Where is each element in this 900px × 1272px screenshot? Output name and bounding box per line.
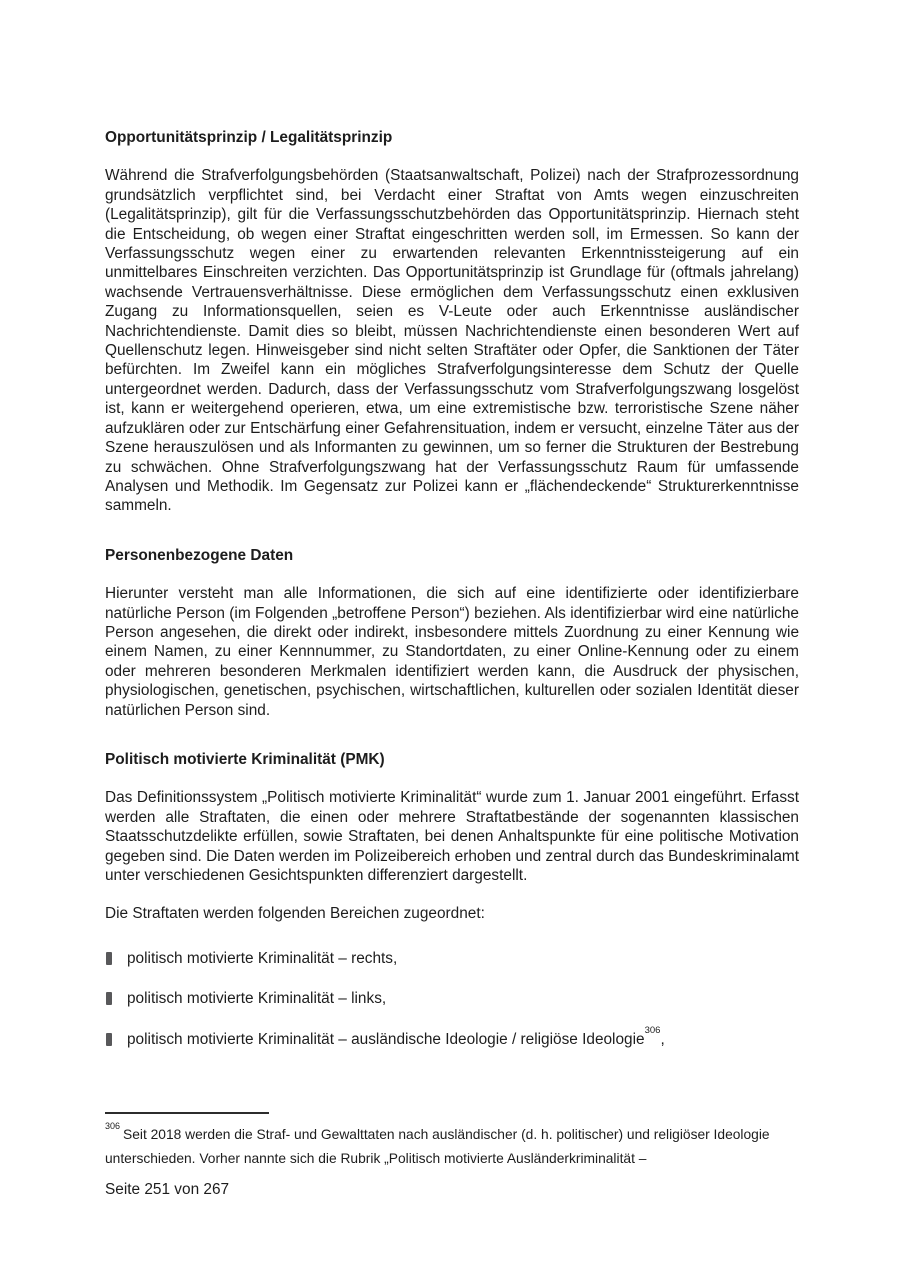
list-item-text: politisch motivierte Kriminalität – links, [127,990,387,1008]
list-bullet-icon [106,952,112,965]
footnote-separator-rule [105,1112,269,1114]
list-item-text: politisch motivierte Kriminalität – ausländische Ideologie / religiöse Ideologie$^{306}$, [127,1024,665,1048]
footnote-text [105,1123,799,1171]
list-item [105,949,799,968]
footnote-body: Seit 2018 werden die Straf- und Gewalttaten nach ausländischer (d. h. politischer) und religiöser Ideologie unterschieden. Vorher nannte sich die Rubrik „Politisch motivierte Ausländerkriminalität – [105,1127,770,1166]
section-pmk [105,750,799,1049]
footnote-marker: 306 [105,1121,121,1132]
list-bullet-icon [106,1033,112,1046]
footnote-reference: 306 [644,1024,661,1036]
list-intro: Die Straftaten werden folgenden Bereichen zugeordnet: [105,905,485,923]
page-content [105,128,799,1070]
section-heading: Personenbezogene Daten [105,546,294,564]
pmk-category-list [105,949,799,1049]
section-opportunitaetsprinzip [105,128,799,516]
section-paragraph: Während die Strafverfolgungsbehörden (Staatsanwaltschaft, Polizei) nach der Strafprozessordnung grundsätzlich verpflichtet sind, bei Verdacht einer Straftat von Amts wegen einzuschreiten (Legalitätsprinzip), gilt für die Verfassungsschutzbehörden das Opportunitätsprinzip. Hiernach steht die Entscheidung, ob wegen einer Straftat eingeschritten werden soll, im Ermessen. So kann der Verfassungsschutz wegen einer zu erwartenden relevanten Erkenntnissteigerung auf ein unmittelbares Einschreiten verzichten. Das Opportunitätsprinzip ist Grundlage für (oftmals jahrelang) wachsende Vertrauensverhältnisse. Diese ermöglichen dem Verfassungsschutz einen exklusiven Zugang zu Informationsquellen, seien es V-Leute oder auch Erkenntnisse ausländischer Nachrichtendienste. Damit dies so bleibt, müssen Nachrichtendienste einen besonderen Wert auf Quellenschutz legen. Hinweisgeber sind nicht selten Straftäter oder Opfer, die Sanktionen der Täter befürchten. Im Zweifel kann ein mögliches Strafverfolgungsinteresse dem Schutz der Quelle untergeordnet werden. Dadurch, dass der Verfassungsschutz vom Strafverfolgungszwang losgelöst ist, kann er weitergehend operieren, etwa, um eine extremistische bzw. terroristische Szene näher aufzuklären oder zur Entschärfung einer Gefahrensituation, indem er versucht, einzelne Täter aus der Szene herauszulösen und als Informanten zu gewinnen, um so ferner die Strukturen der Bestrebung zu schwächen. Ohne Strafverfolgungszwang hat der Verfassungsschutz Raum für umfassende Analysen und Methodik. Im Gegensatz zur Polizei kann er „flächendeckende“ Strukturerkenntnisse sammeln. [105,167,799,515]
section-paragraph: Hierunter versteht man alle Informationen, die sich auf eine identifizierte oder identifizierbare natürliche Person (im Folgenden „betroffene Person“) beziehen. Als identifizierbar wird eine natürliche Person angesehen, die direkt oder indirekt, insbesondere mittels Zuordnung zu einer Kennung wie einem Namen, zu einer Kennnummer, zu Standortdaten, zu einer Online-Kennung oder zu einem oder mehreren besonderen Merkmalen identifiziert werden kann, die Ausdruck der physischen, physiologischen, genetischen, psychischen, wirtschaftlichen, kulturellen oder sozialen Identität dieser natürlichen Person sind. [105,585,799,719]
list-item [105,989,799,1008]
footnote-area [105,1112,799,1171]
list-item-text: politisch motivierte Kriminalität – rechts, [127,949,398,967]
list-item [105,1024,799,1049]
section-heading: Opportunitätsprinzip / Legalitätsprinzip [105,129,393,146]
page-number: Seite 251 von 267 [105,1181,230,1198]
list-bullet-icon [106,992,112,1005]
section-paragraph: Das Definitionssystem „Politisch motivierte Kriminalität“ wurde zum 1. Januar 2001 eingeführt. Erfasst werden alle Straftaten, die einen oder mehrere Straftatbestände der sogenannten klassischen Staatsschutzdelikte erfüllen, sowie Straftaten, bei denen Anhaltspunkte für eine politische Motivation gegeben sind. Die Daten werden im Polizeibereich erhoben und zentral durch das Bundeskriminalamt unter verschiedenen Gesichtspunkten differenziert dargestellt. [105,789,799,884]
section-personenbezogene-daten [105,546,799,720]
section-heading: Politisch motivierte Kriminalität (PMK) [105,750,385,768]
